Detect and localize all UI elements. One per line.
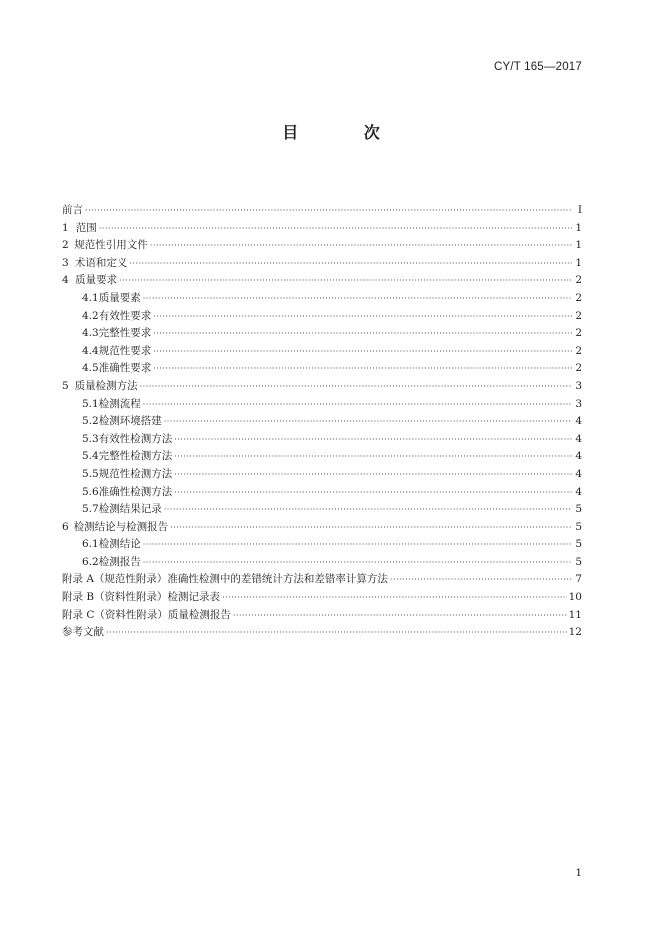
toc-entry-page: 3 <box>575 379 582 392</box>
toc-entry-page: 4 <box>575 467 582 480</box>
toc-entry-title: 检测结果记录 <box>98 503 162 516</box>
toc-entry-title: 检测报告 <box>98 555 141 568</box>
toc-entry-page: 2 <box>575 327 582 340</box>
toc-entry-title: 附录 B（资料性附录）检测记录表 <box>62 591 221 604</box>
dot-leader <box>164 505 572 514</box>
toc-entry-number: 5.6 <box>82 485 99 498</box>
dot-leader <box>174 470 572 479</box>
toc-entry-title: 检测结论与检测报告 <box>73 520 169 533</box>
toc-entry-page: 2 <box>575 309 582 322</box>
toc-entry-number: 2 <box>62 239 69 252</box>
toc-entry-number: 5.5 <box>82 467 99 480</box>
toc-entry-title: 术语和定义 <box>74 256 128 269</box>
toc-entry-page: 5 <box>575 538 582 551</box>
dot-leader <box>129 259 572 268</box>
toc-entry-number: 3 <box>62 256 69 269</box>
toc-entry[interactable] <box>62 237 582 255</box>
toc-entry[interactable] <box>62 325 582 343</box>
dot-leader <box>174 435 572 444</box>
toc-entry[interactable] <box>62 396 582 414</box>
toc-entry-page: 5 <box>575 520 582 533</box>
dot-leader <box>143 400 572 409</box>
toc-entry-title: 完整性要求 <box>98 327 152 340</box>
toc-entry-title: 前言 <box>62 204 83 216</box>
toc-entry[interactable] <box>62 272 582 290</box>
toc-entry[interactable] <box>62 484 582 502</box>
dot-leader <box>140 382 572 391</box>
dot-leader <box>233 611 567 620</box>
toc-entry-page: 7 <box>575 573 582 586</box>
toc-entry-title: 检测流程 <box>98 397 141 410</box>
toc-entry-page: 5 <box>575 503 582 516</box>
toc-entry-page: 12 <box>568 626 582 639</box>
toc-entry-page: 1 <box>575 239 582 252</box>
toc-entry-number: 1 <box>62 221 69 234</box>
dot-leader <box>99 224 572 233</box>
toc-entry[interactable] <box>62 501 582 519</box>
page-number: 1 <box>575 867 582 879</box>
toc-entry-number: 5.2 <box>82 415 99 428</box>
toc-entry[interactable] <box>62 571 582 589</box>
toc-entry[interactable] <box>62 589 582 607</box>
toc-entry[interactable] <box>62 624 582 642</box>
toc-entry[interactable] <box>62 466 582 484</box>
toc-entry-title: 参考文献 <box>62 626 104 639</box>
toc-entry-page: 4 <box>575 450 582 463</box>
toc-entry-page: 2 <box>575 274 582 287</box>
toc-entry-number: 4.4 <box>82 344 99 357</box>
toc-entry-title: 规范性检测方法 <box>98 467 173 480</box>
dot-leader <box>174 452 572 461</box>
toc-entry[interactable] <box>62 554 582 572</box>
dot-leader <box>85 206 572 215</box>
toc-entry-page: 5 <box>575 555 582 568</box>
toc-entry-page: 2 <box>575 291 582 304</box>
dot-leader <box>143 540 572 549</box>
toc-entry-page: 3 <box>575 397 582 410</box>
toc-entry-number: 4 <box>62 274 69 287</box>
toc-entry-title: 有效性检测方法 <box>98 432 173 445</box>
toc-entry-number: 5.3 <box>82 432 99 445</box>
dot-leader <box>164 417 572 426</box>
dot-leader <box>153 364 572 373</box>
toc-entry[interactable] <box>62 360 582 378</box>
toc-entry-title: 质量要素 <box>98 291 141 304</box>
toc-entry-page: 1 <box>575 221 582 234</box>
dot-leader <box>153 329 572 338</box>
dot-leader <box>143 558 572 567</box>
table-of-contents <box>62 202 582 642</box>
toc-entry-number: 5.4 <box>82 450 99 463</box>
toc-entry-number: 6 <box>62 520 69 533</box>
toc-entry-title: 规范性引用文件 <box>74 239 148 252</box>
toc-entry-title: 质量检测方法 <box>74 379 138 392</box>
document-code: CY/T 165—2017 <box>493 61 582 73</box>
toc-entry-page: 4 <box>575 415 582 428</box>
dot-leader <box>390 575 572 584</box>
toc-entry-number: 4.5 <box>82 362 99 375</box>
toc-entry-title: 检测结论 <box>98 538 141 551</box>
toc-entry-page: 4 <box>575 432 582 445</box>
toc-entry-page: 1 <box>575 256 582 269</box>
toc-entry[interactable] <box>62 202 582 220</box>
toc-entry-number: 6.1 <box>82 538 99 551</box>
dot-leader <box>222 593 567 602</box>
toc-entry-number: 4.1 <box>82 291 99 304</box>
toc-entry-title: 规范性要求 <box>98 344 152 357</box>
toc-entry-title: 检测环境搭建 <box>98 415 162 428</box>
toc-entry[interactable] <box>62 308 582 326</box>
dot-leader <box>119 276 572 285</box>
dot-leader <box>143 294 572 303</box>
dot-leader <box>153 347 572 356</box>
toc-entry-number: 5.1 <box>82 397 99 410</box>
toc-entry[interactable] <box>62 343 582 361</box>
toc-entry-title: 附录 A（规范性附录）准确性检测中的差错统计方法和差错率计算方法 <box>62 573 388 586</box>
toc-entry-number: 5 <box>62 379 69 392</box>
toc-entry-title: 准确性检测方法 <box>98 485 173 498</box>
toc-entry-number: 6.2 <box>82 555 99 568</box>
toc-entry[interactable] <box>62 378 582 396</box>
toc-entry[interactable] <box>62 220 582 238</box>
toc-entry-title: 质量要求 <box>75 274 118 287</box>
toc-entry-page: 2 <box>575 344 582 357</box>
toc-title: 目 次 <box>282 123 410 142</box>
toc-entry[interactable] <box>62 536 582 554</box>
toc-entry-title: 附录 C（资料性附录）质量检测报告 <box>62 608 231 621</box>
toc-entry[interactable] <box>62 413 582 431</box>
toc-entry-page: I <box>577 204 582 216</box>
dot-leader <box>150 241 572 250</box>
toc-entry[interactable] <box>62 431 582 449</box>
toc-entry-page: 4 <box>575 485 582 498</box>
toc-entry-page: 11 <box>568 608 582 621</box>
dot-leader <box>106 628 567 637</box>
toc-entry-page: 10 <box>568 591 582 604</box>
toc-entry-number: 4.2 <box>82 309 99 322</box>
toc-entry[interactable] <box>62 607 582 625</box>
toc-entry-page: 2 <box>575 362 582 375</box>
toc-entry-title: 范围 <box>75 221 97 234</box>
toc-entry[interactable] <box>62 448 582 466</box>
dot-leader <box>153 312 572 321</box>
toc-entry[interactable] <box>62 255 582 273</box>
toc-entry-title: 有效性要求 <box>98 309 152 322</box>
dot-leader <box>174 488 572 497</box>
dot-leader <box>170 523 572 532</box>
toc-entry-number: 5.7 <box>82 503 99 516</box>
toc-entry-title: 准确性要求 <box>98 362 152 375</box>
toc-entry-number: 4.3 <box>82 327 99 340</box>
toc-entry[interactable] <box>62 290 582 308</box>
toc-entry-title: 完整性检测方法 <box>98 450 173 463</box>
toc-entry[interactable] <box>62 519 582 537</box>
